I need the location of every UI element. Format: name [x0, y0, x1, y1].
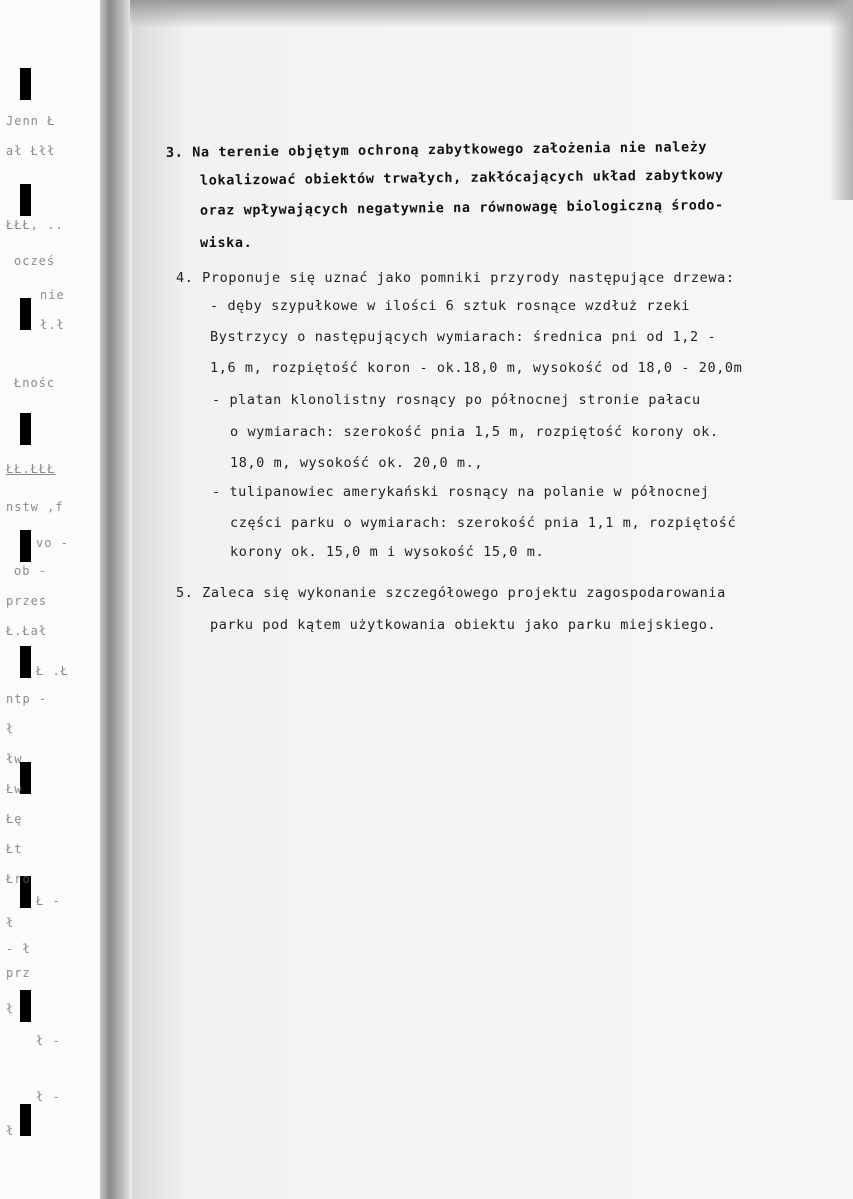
- margin-fragment: Łt: [6, 842, 23, 856]
- registration-mark: [20, 184, 31, 216]
- margin-fragment: nie: [40, 288, 65, 302]
- margin-fragment: ł: [6, 916, 15, 930]
- margin-fragment: łw: [6, 752, 23, 766]
- paragraph-4-line: 4. Proponuje się uznać jako pomniki przyrody następujące drzewa:: [176, 270, 735, 286]
- paragraph-3-line: lokalizować obiektów trwałych, zakłócających układ zabytkowy: [199, 167, 724, 189]
- margin-fragment: ał Łłł: [6, 144, 56, 158]
- margin-fragment: ntp -: [6, 692, 48, 706]
- registration-mark: [20, 990, 31, 1022]
- paragraph-4-line: części parku o wymiarach: szerokość pnia 1,1 m, rozpiętość: [230, 515, 737, 531]
- page-fold-shadow: [100, 0, 132, 1199]
- registration-mark: [20, 413, 31, 445]
- margin-fragment: Łnośc: [14, 376, 56, 390]
- margin-fragment: ł: [6, 1002, 15, 1016]
- registration-mark: [20, 68, 31, 100]
- margin-fragment: ŁŁ.ŁŁŁ: [6, 462, 56, 476]
- paragraph-3-line: oraz wpływających negatywnie na równowagę biologiczną środo-: [199, 197, 724, 219]
- margin-fragment: Ł .Ł: [36, 664, 69, 678]
- margin-fragment: prz: [6, 966, 31, 980]
- margin-fragment: Ł -: [36, 894, 61, 908]
- margin-fragment: przes: [6, 594, 48, 608]
- margin-fragment: nstw ,f: [6, 500, 64, 514]
- paragraph-3-line: 3. Na terenie objętym ochroną zabytkowego założenia nie należy: [165, 139, 708, 161]
- margin-fragment: vo -: [36, 536, 69, 550]
- margin-fragment: Jenn Ł: [6, 114, 56, 128]
- margin-fragment: - ł: [6, 942, 31, 956]
- margin-fragment: ł -: [36, 1090, 61, 1104]
- paragraph-5-line: 5. Zaleca się wykonanie szczegółowego projektu zagospodarowania: [176, 585, 726, 601]
- margin-fragment: ł.ł: [40, 318, 65, 332]
- paragraph-4-line: - dęby szypułkowe w ilości 6 sztuk rosnące wzdłuż rzeki: [210, 298, 691, 314]
- margin-fragment: ł: [6, 722, 15, 736]
- registration-mark: [20, 298, 31, 330]
- margin-fragment: ŁŁŁ, ..: [6, 218, 64, 232]
- margin-fragment: Łw: [6, 782, 23, 796]
- paragraph-4-line: 18,0 m, wysokość ok. 20,0 m.,: [230, 455, 484, 471]
- paragraph-4-line: - tulipanowiec amerykański rosnący na polanie w północnej: [212, 484, 710, 500]
- top-edge-shadow: [130, 0, 853, 28]
- right-edge-shadow: [829, 0, 853, 200]
- paragraph-4-line: 1,6 m, rozpiętość koron - ok.18,0 m, wysokość od 18,0 - 20,0m: [210, 360, 743, 376]
- registration-mark: [20, 1104, 31, 1136]
- margin-fragment: ob -: [14, 564, 47, 578]
- margin-fragment: Łro: [6, 872, 31, 886]
- paragraph-4-line: - platan klonolistny rosnący po północnej stronie pałacu: [212, 392, 701, 408]
- registration-mark: [20, 646, 31, 678]
- paragraph-4-line: Bystrzycy o następujących wymiarach: średnica pni od 1,2 -: [210, 329, 717, 345]
- paragraph-4-line: o wymiarach: szerokość pnia 1,5 m, rozpiętość korony ok.: [230, 424, 719, 440]
- margin-fragment: ocześ: [14, 254, 56, 268]
- paragraph-5-line: parku pod kątem użytkowania obiektu jako parku miejskiego.: [210, 617, 717, 633]
- registration-mark: [20, 530, 31, 562]
- margin-fragment: ł -: [36, 1034, 61, 1048]
- paragraph-3-line: wiska.: [200, 235, 253, 251]
- paragraph-4-line: korony ok. 15,0 m i wysokość 15,0 m.: [230, 544, 545, 560]
- margin-fragment: Łę: [6, 812, 23, 826]
- margin-fragment: Ł.Łał: [6, 624, 48, 638]
- margin-fragment: ł: [6, 1124, 15, 1138]
